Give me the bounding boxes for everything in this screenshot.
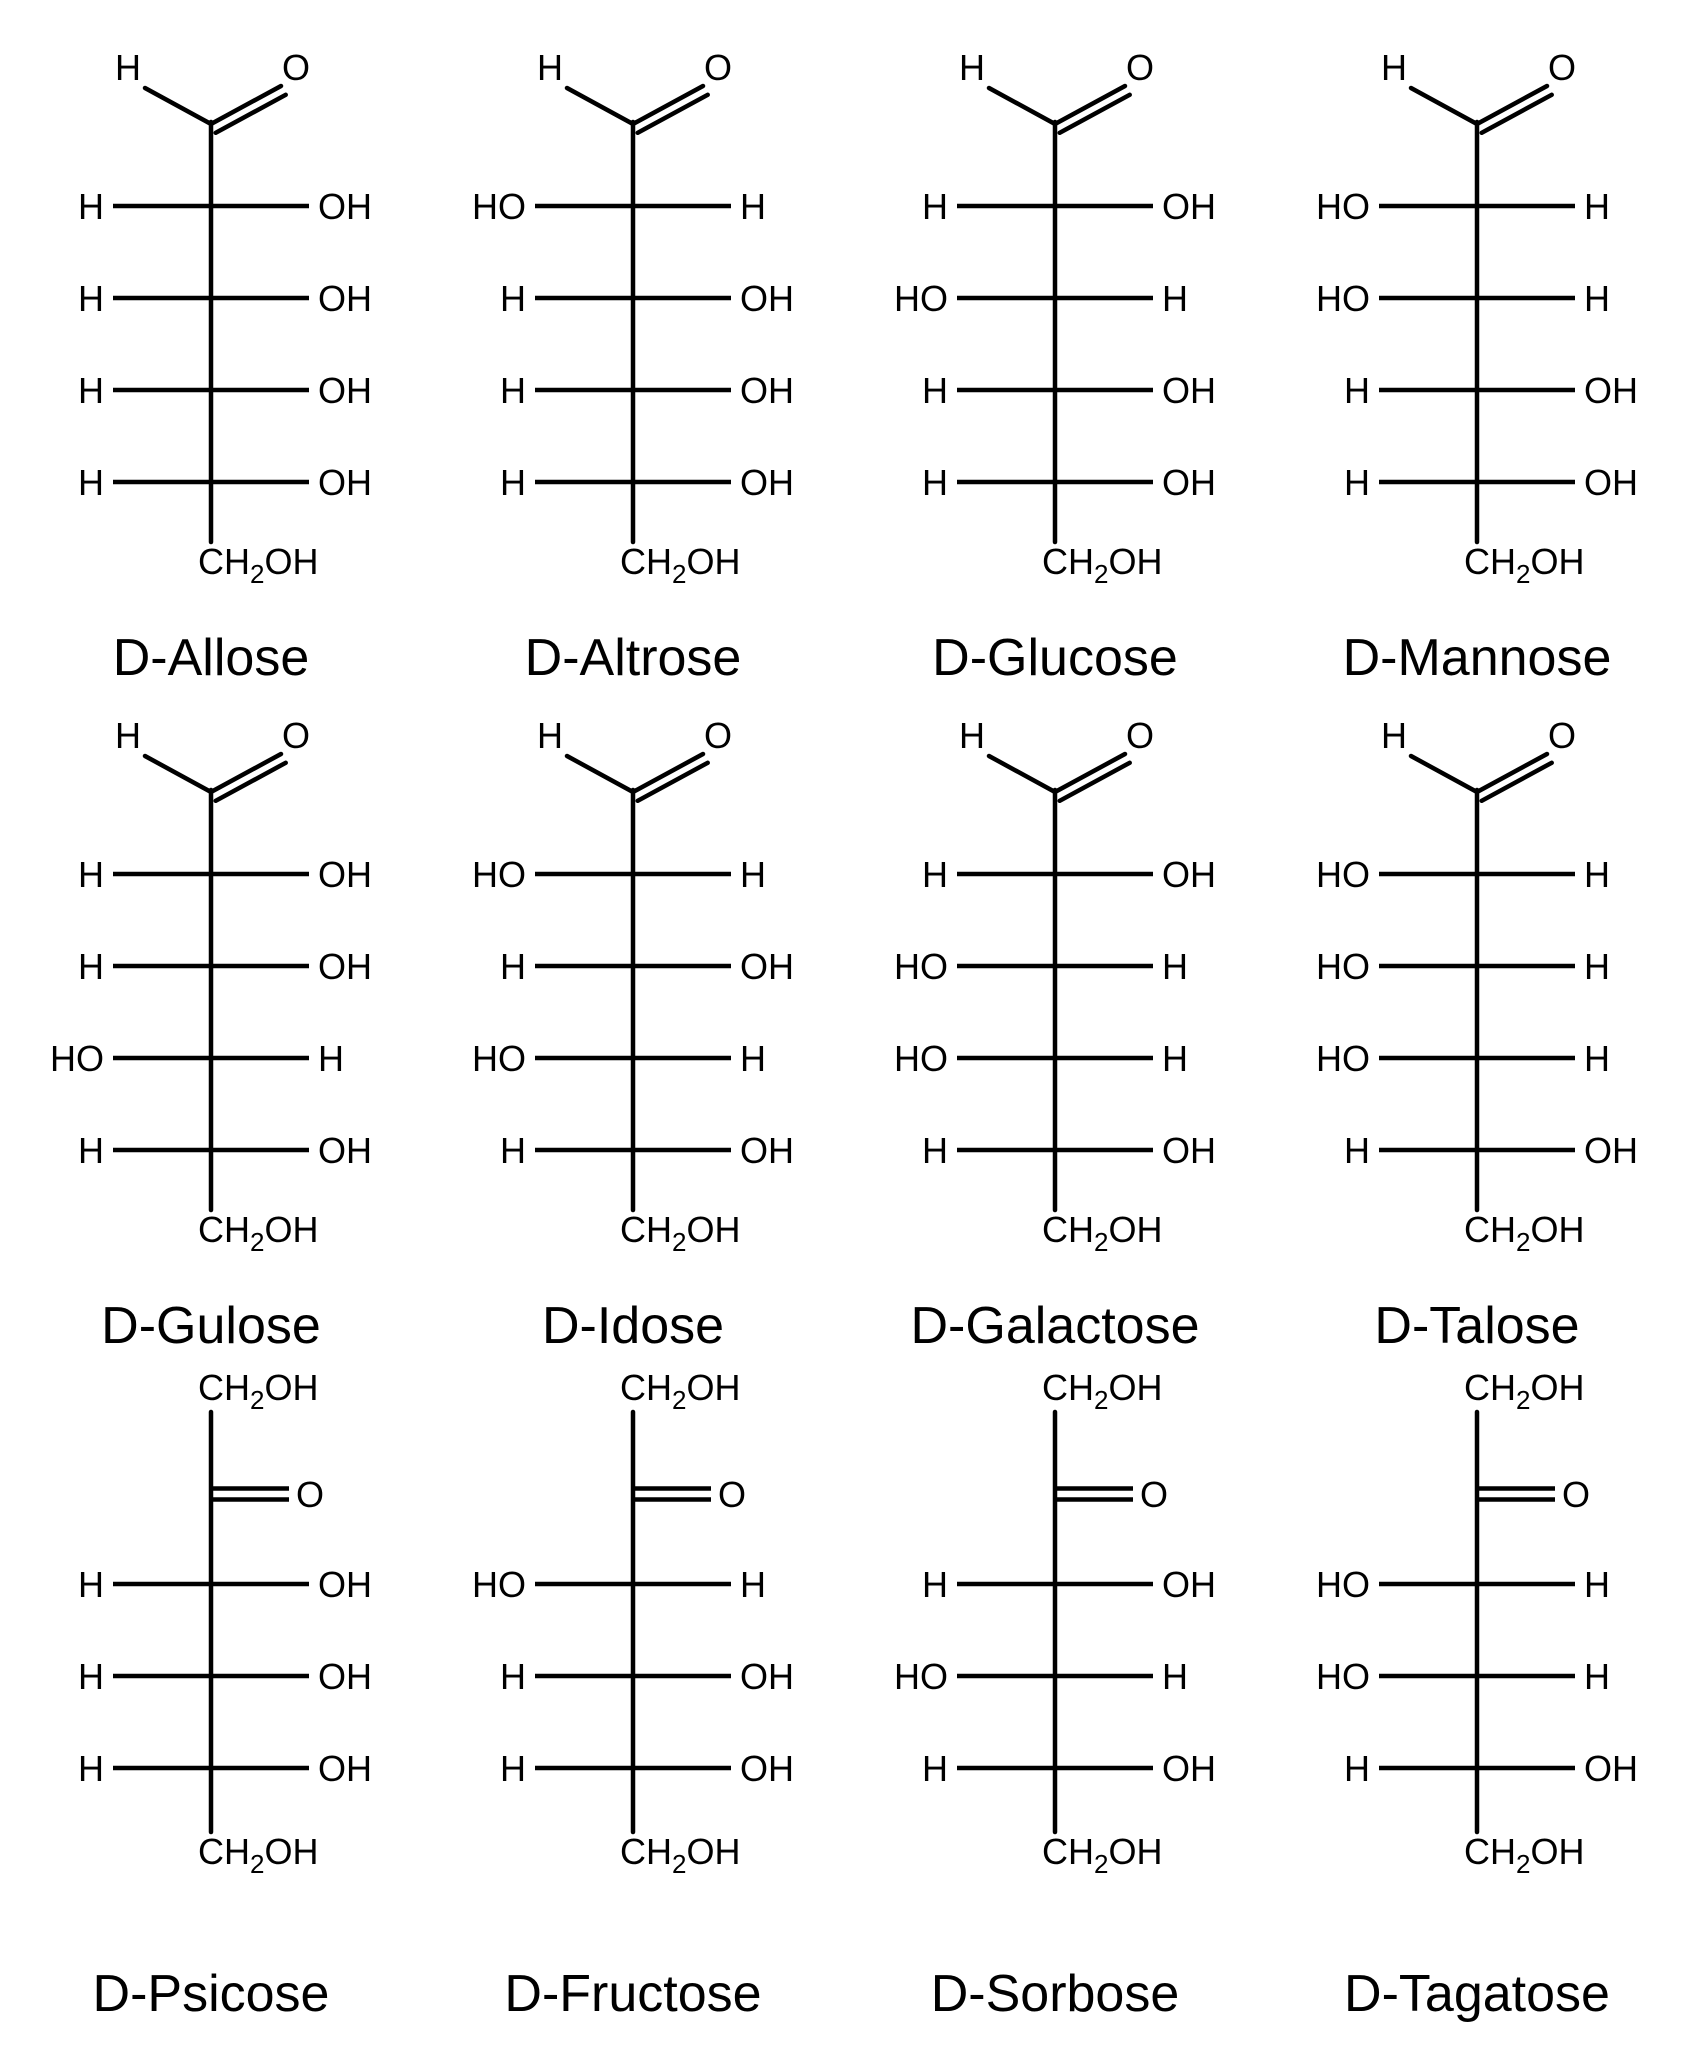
left-substituent-label: H xyxy=(1344,370,1370,411)
right-substituent-label: OH xyxy=(740,278,794,319)
left-substituent-label: H xyxy=(78,946,104,987)
molecule-cell xyxy=(422,1354,844,2022)
fischer-projection-aldose xyxy=(844,18,1266,630)
right-substituent-label: H xyxy=(1162,1656,1188,1697)
bottom-ch2oh-label: $CH_2OH$ xyxy=(198,541,319,589)
fischer-projection-aldose xyxy=(0,18,422,630)
molecule-label: D-Mannose xyxy=(1342,629,1612,687)
left-substituent-label: HO xyxy=(1316,1564,1370,1605)
bottom-ch2oh-label: $CH_2OH$ xyxy=(198,1831,319,1879)
molecule-label: D-Fructose xyxy=(504,1965,762,2023)
right-substituent-label: OH xyxy=(318,462,372,503)
molecule-cell xyxy=(1266,1354,1688,2022)
molecule-cell xyxy=(0,18,422,686)
right-substituent-label: OH xyxy=(740,1130,794,1171)
right-substituent-label: H xyxy=(740,1564,766,1605)
right-substituent-label: OH xyxy=(318,186,372,227)
right-substituent-label: H xyxy=(1584,186,1610,227)
aldehyde-o-label: O xyxy=(703,47,733,88)
right-substituent-label: H xyxy=(1162,278,1188,319)
right-substituent-label: OH xyxy=(1162,1564,1216,1605)
left-substituent-label: HO xyxy=(894,278,948,319)
right-substituent-label: OH xyxy=(1584,1748,1638,1789)
aldehyde-o-label: O xyxy=(1125,715,1155,756)
molecule-label: D-Idose xyxy=(541,1297,725,1355)
bottom-ch2oh-label: $CH_2OH$ xyxy=(1464,541,1585,589)
right-substituent-label: H xyxy=(740,1038,766,1079)
right-substituent-label: OH xyxy=(318,1130,372,1171)
aldehyde-h-bond xyxy=(145,756,211,792)
top-ch2oh-label: $CH_2OH$ xyxy=(620,1367,741,1415)
bottom-ch2oh-label: $CH_2OH$ xyxy=(1042,1209,1163,1257)
fischer-projection-ketose xyxy=(844,1354,1266,1966)
molecule-cell xyxy=(1266,18,1688,686)
right-substituent-label: OH xyxy=(1162,186,1216,227)
left-substituent-label: H xyxy=(922,1130,948,1171)
aldehyde-h-label: H xyxy=(959,715,985,756)
molecule-cell xyxy=(0,1354,422,2022)
right-substituent-label: OH xyxy=(318,370,372,411)
right-substituent-label: OH xyxy=(1162,1748,1216,1789)
fischer-projection-aldose xyxy=(422,18,844,630)
fischer-projection-ketose xyxy=(1266,1354,1688,1966)
bottom-ch2oh-label: $CH_2OH$ xyxy=(1464,1209,1585,1257)
right-substituent-label: H xyxy=(740,186,766,227)
molecule-label: D-Glucose xyxy=(932,629,1178,687)
right-substituent-label: OH xyxy=(740,946,794,987)
aldehyde-h-label: H xyxy=(537,715,563,756)
molecule-label: D-Sorbose xyxy=(930,1965,1180,2023)
molecule-cell xyxy=(844,686,1266,1354)
aldehyde-h-label: H xyxy=(115,715,141,756)
left-substituent-label: H xyxy=(500,370,526,411)
molecule-label: D-Tagatose xyxy=(1344,1965,1610,2023)
aldehyde-h-label: H xyxy=(1381,715,1407,756)
molecule-label: D-Galactose xyxy=(910,1297,1200,1355)
right-substituent-label: H xyxy=(1162,946,1188,987)
left-substituent-label: H xyxy=(78,1564,104,1605)
aldehyde-h-bond xyxy=(1411,756,1477,792)
right-substituent-label: OH xyxy=(1584,370,1638,411)
keto-o-label: O xyxy=(718,1474,747,1515)
left-substituent-label: H xyxy=(922,186,948,227)
aldehyde-h-bond xyxy=(567,88,633,124)
top-ch2oh-label: $CH_2OH$ xyxy=(198,1367,319,1415)
bottom-ch2oh-label: $CH_2OH$ xyxy=(620,1209,741,1257)
keto-o-label: O xyxy=(1140,1474,1169,1515)
left-substituent-label: H xyxy=(78,1130,104,1171)
left-substituent-label: H xyxy=(922,854,948,895)
left-substituent-label: H xyxy=(1344,462,1370,503)
molecule-label: D-Gulose xyxy=(101,1297,321,1355)
fischer-projection-aldose xyxy=(844,686,1266,1298)
bottom-ch2oh-label: $CH_2OH$ xyxy=(1042,541,1163,589)
right-substituent-label: OH xyxy=(1584,462,1638,503)
bottom-ch2oh-label: $CH_2OH$ xyxy=(620,1831,741,1879)
left-substituent-label: HO xyxy=(1316,1656,1370,1697)
right-substituent-label: OH xyxy=(740,370,794,411)
molecule-cell xyxy=(422,686,844,1354)
left-substituent-label: H xyxy=(922,462,948,503)
bottom-ch2oh-label: $CH_2OH$ xyxy=(620,541,741,589)
aldehyde-h-bond xyxy=(989,88,1055,124)
aldehyde-h-label: H xyxy=(1381,47,1407,88)
right-substituent-label: OH xyxy=(1162,462,1216,503)
right-substituent-label: OH xyxy=(318,854,372,895)
molecule-cell xyxy=(422,18,844,686)
right-substituent-label: H xyxy=(740,854,766,895)
left-substituent-label: H xyxy=(500,462,526,503)
right-substituent-label: H xyxy=(1584,278,1610,319)
fischer-projection-aldose xyxy=(0,686,422,1298)
left-substituent-label: HO xyxy=(1316,1038,1370,1079)
left-substituent-label: H xyxy=(500,1130,526,1171)
left-substituent-label: H xyxy=(78,370,104,411)
left-substituent-label: H xyxy=(78,854,104,895)
bottom-ch2oh-label: $CH_2OH$ xyxy=(1464,1831,1585,1879)
fischer-projection-aldose xyxy=(1266,686,1688,1298)
left-substituent-label: HO xyxy=(472,854,526,895)
aldehyde-h-bond xyxy=(989,756,1055,792)
right-substituent-label: OH xyxy=(740,462,794,503)
left-substituent-label: H xyxy=(78,278,104,319)
aldehyde-h-label: H xyxy=(959,47,985,88)
aldehyde-o-label: O xyxy=(1547,715,1577,756)
bottom-ch2oh-label: $CH_2OH$ xyxy=(198,1209,319,1257)
molecule-cell xyxy=(0,686,422,1354)
left-substituent-label: HO xyxy=(1316,946,1370,987)
left-substituent-label: HO xyxy=(1316,186,1370,227)
left-substituent-label: H xyxy=(1344,1748,1370,1789)
bottom-ch2oh-label: $CH_2OH$ xyxy=(1042,1831,1163,1879)
left-substituent-label: H xyxy=(500,946,526,987)
right-substituent-label: H xyxy=(318,1038,344,1079)
left-substituent-label: H xyxy=(78,186,104,227)
aldehyde-o-label: O xyxy=(281,715,311,756)
keto-o-label: O xyxy=(1562,1474,1591,1515)
right-substituent-label: OH xyxy=(740,1748,794,1789)
aldehyde-o-label: O xyxy=(703,715,733,756)
aldehyde-h-label: H xyxy=(537,47,563,88)
top-ch2oh-label: $CH_2OH$ xyxy=(1042,1367,1163,1415)
right-substituent-label: OH xyxy=(318,1656,372,1697)
left-substituent-label: H xyxy=(1344,1130,1370,1171)
aldehyde-o-label: O xyxy=(1547,47,1577,88)
fischer-projection-ketose xyxy=(422,1354,844,1966)
molecule-label: D-Altrose xyxy=(524,629,742,687)
aldehyde-o-label: O xyxy=(281,47,311,88)
molecule-label: D-Allose xyxy=(112,629,310,687)
aldehyde-h-bond xyxy=(567,756,633,792)
molecule-cell xyxy=(1266,686,1688,1354)
left-substituent-label: H xyxy=(78,462,104,503)
right-substituent-label: OH xyxy=(318,1564,372,1605)
left-substituent-label: H xyxy=(922,1564,948,1605)
left-substituent-label: HO xyxy=(894,946,948,987)
left-substituent-label: HO xyxy=(472,1564,526,1605)
right-substituent-label: H xyxy=(1584,1656,1610,1697)
right-substituent-label: OH xyxy=(1162,1130,1216,1171)
molecule-label: D-Psicose xyxy=(92,1965,330,2023)
right-substituent-label: H xyxy=(1162,1038,1188,1079)
right-substituent-label: H xyxy=(1584,1038,1610,1079)
right-substituent-label: H xyxy=(1584,946,1610,987)
molecule-label: D-Talose xyxy=(1374,1297,1580,1355)
right-substituent-label: OH xyxy=(318,278,372,319)
molecule-cell xyxy=(844,18,1266,686)
left-substituent-label: HO xyxy=(472,186,526,227)
right-substituent-label: OH xyxy=(1162,370,1216,411)
left-substituent-label: HO xyxy=(1316,854,1370,895)
fischer-projection-ketose xyxy=(0,1354,422,1966)
right-substituent-label: H xyxy=(1584,1564,1610,1605)
keto-o-label: O xyxy=(296,1474,325,1515)
left-substituent-label: H xyxy=(78,1748,104,1789)
right-substituent-label: OH xyxy=(1584,1130,1638,1171)
left-substituent-label: H xyxy=(500,1656,526,1697)
left-substituent-label: HO xyxy=(894,1038,948,1079)
left-substituent-label: HO xyxy=(894,1656,948,1697)
right-substituent-label: OH xyxy=(1162,854,1216,895)
fischer-projection-aldose xyxy=(1266,18,1688,630)
aldehyde-o-label: O xyxy=(1125,47,1155,88)
left-substituent-label: H xyxy=(922,370,948,411)
right-substituent-label: OH xyxy=(740,1656,794,1697)
left-substituent-label: HO xyxy=(50,1038,104,1079)
right-substituent-label: H xyxy=(1584,854,1610,895)
left-substituent-label: H xyxy=(78,1656,104,1697)
left-substituent-label: HO xyxy=(472,1038,526,1079)
left-substituent-label: H xyxy=(500,1748,526,1789)
aldehyde-h-bond xyxy=(145,88,211,124)
aldehyde-h-label: H xyxy=(115,47,141,88)
top-ch2oh-label: $CH_2OH$ xyxy=(1464,1367,1585,1415)
molecule-cell xyxy=(844,1354,1266,2022)
left-substituent-label: HO xyxy=(1316,278,1370,319)
left-substituent-label: H xyxy=(922,1748,948,1789)
right-substituent-label: OH xyxy=(318,946,372,987)
right-substituent-label: OH xyxy=(318,1748,372,1789)
fischer-projection-aldose xyxy=(422,686,844,1298)
left-substituent-label: H xyxy=(500,278,526,319)
aldehyde-h-bond xyxy=(1411,88,1477,124)
